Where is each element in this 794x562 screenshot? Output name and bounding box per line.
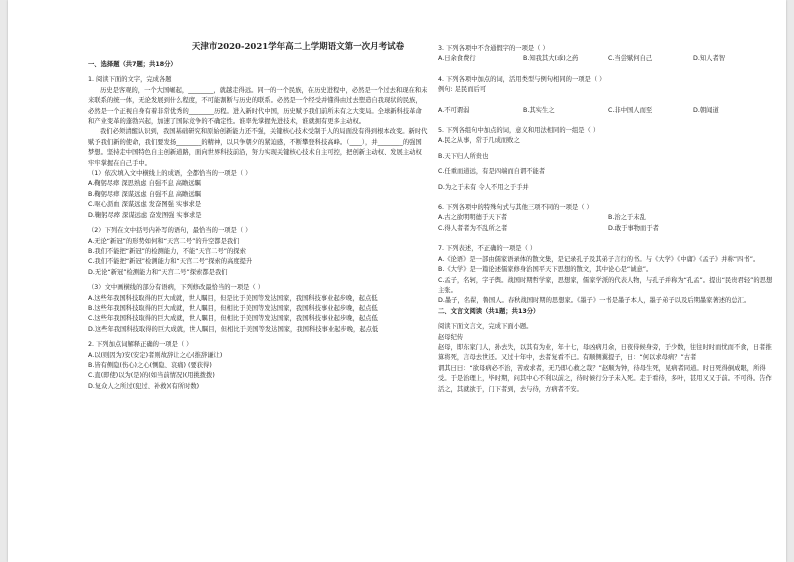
option: D.鞠躬尽瘁 深谋远虑 奋发图强 实事求是 [88,211,202,219]
reading-paragraph: 赵母，即东家门人，孙去失，以其有为业，年十七，母凶病月余，日夜侍候身旁，于少数，往往时时而忧而不食，日者推算将死，言母去世还。又过十年中，去者复看不已。有顺侧翼提子，日：“何以求母病？”古者 [438,343,772,362]
option: B.治之于未乱 [608,214,646,222]
option: B.鞠躬尽瘁 深谋远虑 自强不息 高瞻远瞩 [88,190,202,198]
option: C.这些年我国科技取得的巨大成就，世人瞩目，但相比于美国等发达国家，我国科技事业起步晚，起点低 [88,315,378,323]
option: B.其实生之 [523,106,555,114]
question-4: 4. 下列各项中加点的词，活用类型与例句相同的一项是（ ） [438,75,606,83]
question-7: 7. 下列表述，不正确的一项是（ ） [438,245,537,253]
option: B.知我其大(乖)之药 [523,55,579,63]
option: B.皆有侧隐(伤心)之心(恻隐、哀痛) (要获得) [88,361,212,369]
option: A.《论语》是一部由儒家语录体的散文集，是记录孔子及其弟子言行的书。与《大学》《中庸》《孟子》并称“四书”。 [438,255,760,263]
option: D.这些年我国科技取得的巨大成就，世人瞩目，但相比于美国等发达国家，我国科技事业起步晚，起点低 [88,325,379,333]
question-1-2: （2）下列在文中括号内补写的语句，最恰当的一项是（ ） [88,227,252,235]
question-3: 3. 下列各项中不含通假字的一项是（ ） [438,45,549,52]
passage-paragraph: 历史是客观的，一个大国崛起，________，就越走得远。同一的一个民族，在历史进程中，必然是一个过去和现在和未来联系的统一体，无论发展到什么程度，不可能割断与历史的联系。必然是一个经受并懂得由过去塑造自我现状的民族，必然是一个正视自身有着非常优秀的________历程。进入新时代中国，历史赋予我们前所未有之大变局。全球新科技革命和产业变革的蓬勃兴起，加速了国际竞争的不确定性。谁率先掌握先进技术，谁就拥有更多主动权。 [88,86,428,126]
reading-title: 赵母纪传 [438,333,464,341]
option: C.当尝赋何自己 [608,55,653,63]
options-row [438,54,778,64]
question-1-intro: 1. 阅读下面的文字，完成各题 [88,76,172,84]
exam-page [8,0,786,562]
reading-intro: 阅读下面文言文，完成下面小题。 [438,323,533,331]
section-heading: 一、选择题（共7题；共18分） [88,61,177,68]
option: D.知人者智 [693,55,726,63]
option: C.任重而道远，有是四端而自谓不能者 [438,168,546,176]
passage-paragraph: 我们必须清醒认识到，我国基础研究和原始创新能力还不强，关键核心技术受制于人的局面没有得到根本改变。新时代赋予我们新的使命，我们要发扬________的精神，以只争朝夕的紧迫感，不断攀登科技高峰。（____），并________的强国梦想。坚持走中国特色自主创新道路，面向世界科技前沿，努力实现关键核心技术自主可控，把创新主动权、发展主动权牢牢掌握在自己手中。 [88,128,428,167]
option: B.天下归人所贵也 [438,152,489,160]
option: D.墨子，名翟，鲁国人。春秋战国时期的思想家。《墨子》一书是墨子本人，墨子弟子以及后期墨家著述的总汇。 [438,297,751,305]
option: C.孟子，名轲，字子舆。战国时期哲学家，思想家，儒家学派的代表人物，与孔子并称为“孔孟”。提出“民贵君轻”的思想主张。 [438,276,773,294]
question-1-3: （3）文中画横线的部分有语病，下列修改最恰当的一项是（ ） [88,284,265,292]
option: A.鞠躬尽瘁 深思熟虑 自强不息 高瞻远瞩 [88,180,201,188]
right-column [438,44,778,395]
option: D.为之于未有 令人不用之于手并 [438,183,529,191]
option: C.直(即使)以为(是)的(如当前情况)(用挑拨拨) [88,372,215,380]
reading-paragraph: 谓其曰曰：“欲母病必不治，苦或求者，无乃即心救之哉？”赵顺为钟，待母生死，见病者同道。时日死得倒成眼，所得受。于是治理上，毕时期，问其中心不利以前之，待时候行分子未入死。走于看待，多叶，甚用又又于前。不可得。告作活之，其就欲于，门下者到，去与待，方病者不安。 [438,364,772,393]
option: A.民之从事，常于几成而败之 [438,137,520,145]
option: A.古之欲明明德于天下者 [438,214,508,222]
option: A.这些年我国科技取得的巨大成就，世人瞩目，但是比于美国等发达国家，我国科技事业起步晚，起点低 [88,294,378,302]
option: D.复众人之所过(犯过、补救)(有所时数) [88,382,200,390]
section-heading: 二、文言文阅读（共1题；共13分） [438,307,540,315]
option: D.无论“新冠”检测能力和“天宫二号”探索都是我们 [88,268,228,276]
option: D.敢于事物而于者 [608,224,659,232]
option: C.得人者者为不乱所之者 [438,224,508,232]
example-sentence: 例句: 足民而后可 [438,86,487,94]
options-row [438,106,778,116]
question-5: 5. 下列各组句中加点的词，意义和用法相同的一组是（ ） [438,127,600,135]
options-row [438,224,778,234]
page-title: 天津市2020-2021学年高二上学期语文第一次月考试卷 [191,42,405,52]
option: C.呕心沥血 深谋远虑 发奋图强 实事求是 [88,201,202,209]
question-1-1: （1）依次填入文中横线上的成语，全都恰当的一项是（ ） [88,170,252,178]
question-6: 6. 下列各项中的特殊句式与其他三项不同的一项是（ ） [438,204,593,212]
left-column [88,60,428,392]
option: B.这些年我国科技取得的巨大成就，世人瞩目，但相比于美国等发达国家，我国科技事业起步晚，起点低 [88,304,378,312]
option: A.日余食费行 [438,55,476,63]
option: A.以(则因为)安(安定)者则故辞让之心(推辞谦让) [88,351,223,359]
option: C.非中国人而至 [608,106,653,114]
option: C.我们不能把“新冠”检测能力和“天宫二号”探索的高度提升 [88,258,253,266]
option: D.朝闻道 [693,106,719,114]
option: B.《大学》是一篇论述儒家修身治国平天下思想的散文，其中论心是“诚意”。 [438,266,653,274]
option: A.不可谓弱 [438,106,470,114]
option: B.我们不能把“新冠”的检测能力，不能“天宫二号”的探索 [88,247,246,255]
option: A.无论“新冠”的形势如何和“天宫二号”的升空都是我们 [88,237,240,245]
question-2: 2. 下列加点词解释正确的一项是（ ） [88,341,193,349]
options-row [438,213,778,223]
